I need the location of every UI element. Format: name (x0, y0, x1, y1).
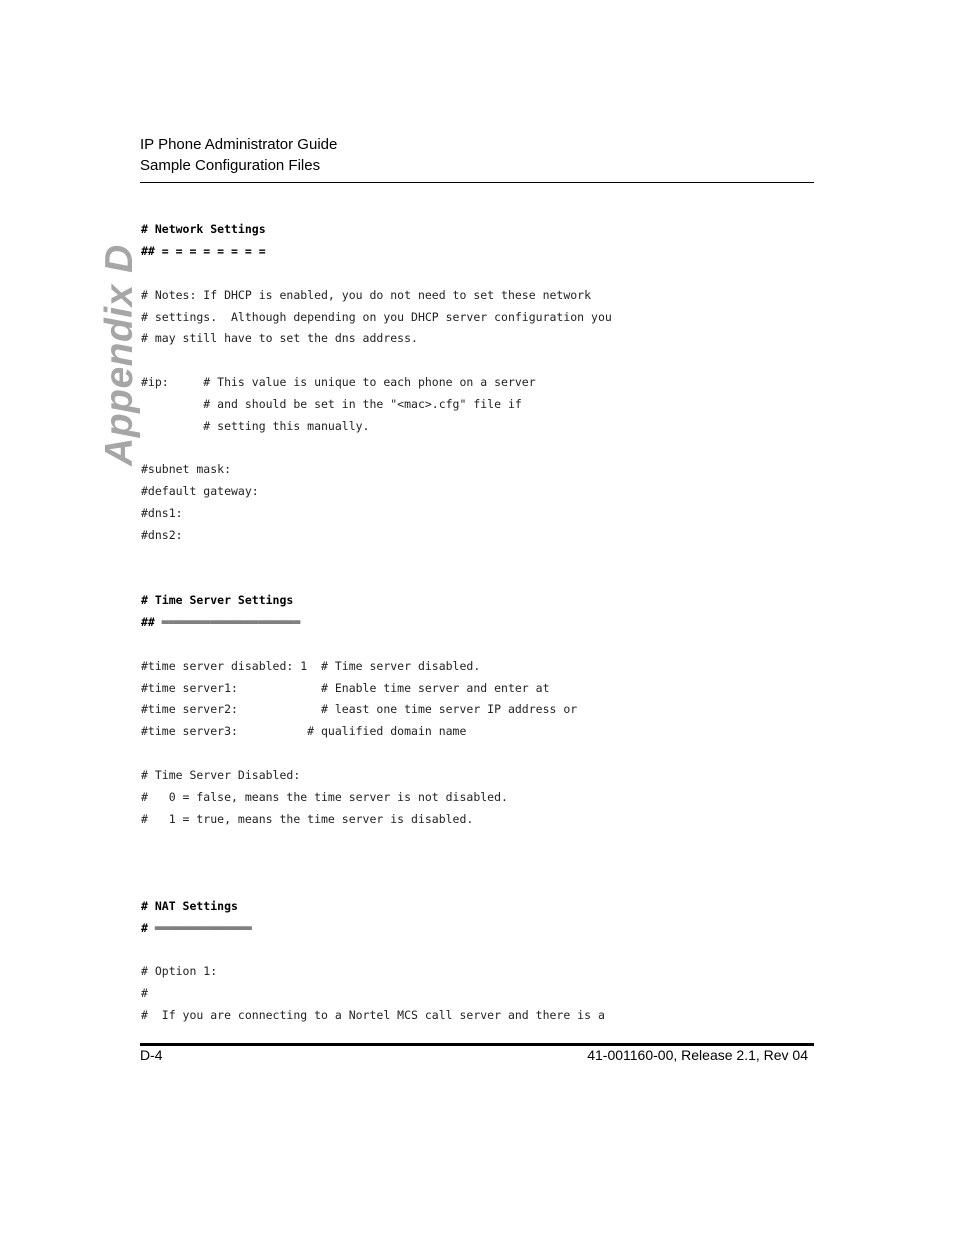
code-line: # NAT Settings (141, 899, 238, 913)
code-line: #default gateway: (141, 484, 259, 498)
code-line: # 1 = true, means the time server is disabled. (141, 812, 474, 826)
code-line: # ══════════════ (141, 921, 252, 935)
code-line: #dns1: (141, 506, 183, 520)
header-rule (140, 182, 814, 183)
code-line: #subnet mask: (141, 462, 232, 476)
header-title: IP Phone Administrator Guide (140, 136, 338, 153)
code-line: # settings. Although depending on you DHCP server configuration you (141, 310, 612, 324)
code-line: #dns2: (141, 528, 183, 542)
code-line: #time server disabled: 1 # Time server disabled. (141, 659, 481, 673)
code-line: # may still have to set the dns address. (141, 331, 418, 345)
header-subtitle: Sample Configuration Files (140, 157, 321, 174)
code-line: # Time Server Settings (141, 593, 294, 607)
code-line: # 0 = false, means the time server is not disabled. (141, 790, 508, 804)
code-line: # setting this manually. (141, 419, 370, 433)
footer-rule (140, 1043, 814, 1046)
document-id: 41-001160-00, Release 2.1, Rev 04 (587, 1047, 808, 1063)
code-line: #time server1: # Enable time server and enter at (141, 681, 550, 695)
code-line: # Network Settings (141, 222, 266, 236)
code-line: # Time Server Disabled: (141, 768, 301, 782)
code-line: # Notes: If DHCP is enabled, you do not need to set these network (141, 288, 592, 302)
code-line: #time server2: # least one time server IP address or (141, 702, 578, 716)
page-number: D-4 (140, 1047, 163, 1063)
appendix-side-tab: Appendix D (98, 244, 141, 466)
code-line: # Option 1: (141, 964, 218, 978)
code-line: # (141, 986, 148, 1000)
code-line: # and should be set in the "<mac>.cfg" file if (141, 397, 522, 411)
code-line: # If you are connecting to a Nortel MCS call server and there is a (141, 1008, 605, 1022)
code-line: #ip: # This value is unique to each phone on a server (141, 375, 536, 389)
code-line: ## = = = = = = = = (141, 244, 266, 258)
page-header (140, 134, 337, 176)
code-line: #time server3: # qualified domain name (141, 724, 467, 738)
code-line: ## ════════════════════ (141, 615, 301, 629)
